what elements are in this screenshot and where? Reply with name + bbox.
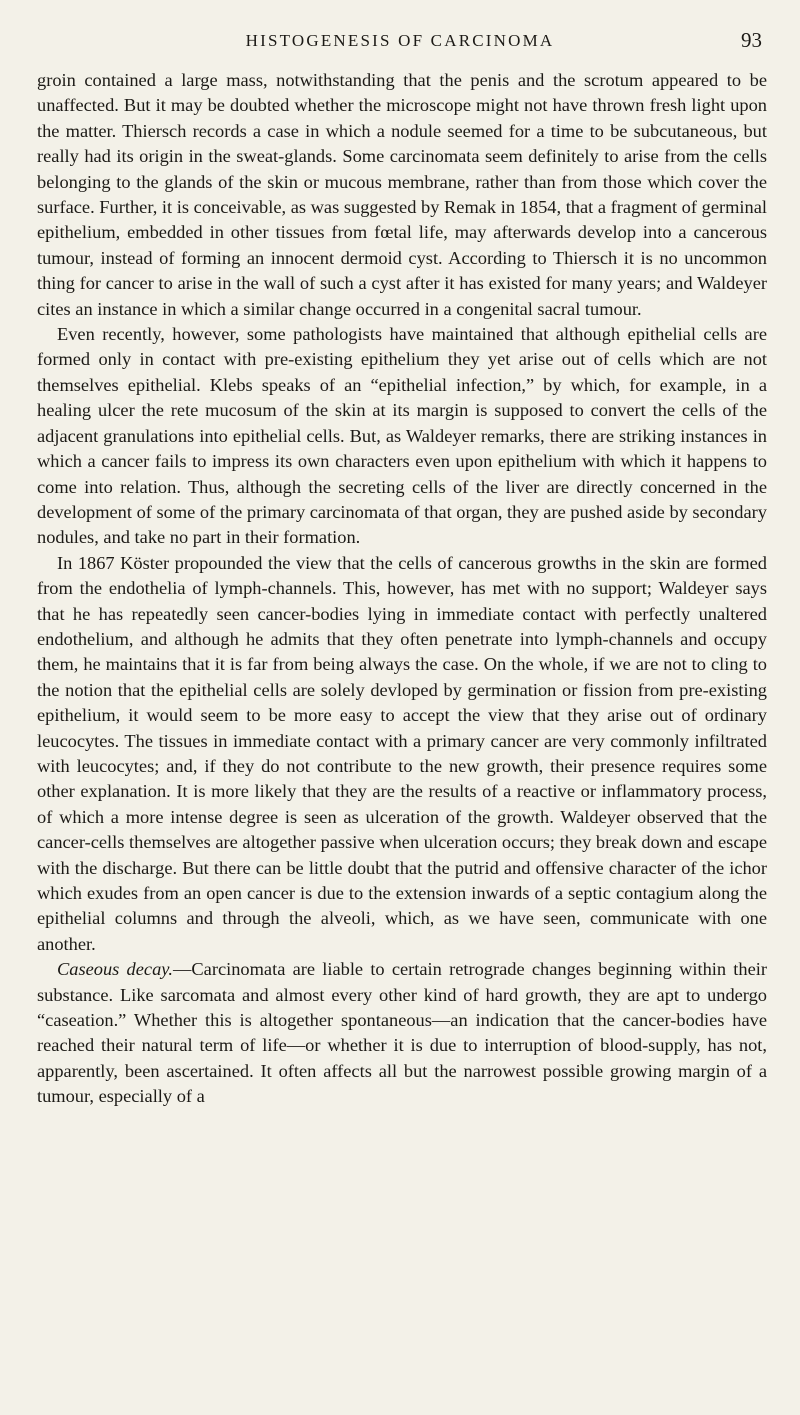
paragraph-koster-view: In 1867 Köster propounded the view that the cells of cancerous growths in the skin are formed from the endothelia of lymph-channels. This, however, has met with no support; Waldeyer says that he has repeatedly seen cancer-bodies lying in immediate contact with perfectly unaltered endothelium, and although he admits that they often penetrate into lymph-channels and occupy them, he maintains that it is far from being always the case. On the whole, if we are not to cling to the notion that the epithelial cells are solely devloped by germination or fission from pre-existing epithelium, it would seem to be more easy to accept the view that they arise out of ordinary leucocytes. The tissues in immediate contact with a primary cancer are very commonly infiltrated with leucocytes; and, if they do not contribute to the new growth, their presence requires some other explanation. It is more likely that they are the results of a reactive or inflammatory process, of which a more intense degree is seen as ulceration of the growth. Waldeyer observed that the cancer-cells themselves are altogether passive when ulceration occurs; they break down and escape with the discharge. But there can be little doubt that the putrid and offensive character of the ichor which exudes from an open cancer is due to the extension inwards of a septic contagium along the epithelial columns and through the alveoli, which, as we have seen, communicate with one another. <box>37 552 767 954</box>
section-heading-caseous-decay: Caseous decay. <box>57 959 174 980</box>
caseous-decay-text: —Carcinomata are liable to certain retrograde changes beginning within their substance. Like sarcomata and almost every other kind of hard growth, they are apt to undergo “caseation.” Whether this is altogether spontaneous—an indication that the cancer-bodies have reached their natural term of life—or whether it is due to interruption of blood-supply, has not, apparently, been ascertained. It often affects all but the narrowest possible growing margin of a tumour, especially of a <box>37 959 767 1107</box>
running-head <box>0 28 800 58</box>
paragraph-epithelial-infection: Even recently, however, some pathologists have maintained that although epithelial cells are formed only in contact with pre-existing epithelium they yet arise out of cells which are not themselves epithelial. Klebs speaks of an “epithelial infection,” by which, for example, in a healing ulcer the rete mucosum of the skin at its margin is supposed to convert the cells of the adjacent granulations into epithelial cells. But, as Waldeyer remarks, there are striking instances in which a cancer fails to impress its own characters even upon epithelium with which it happens to come into relation. Thus, although the secreting cells of the liver are directly concerned in the development of some of the primary carcinomata of that organ, they are pushed aside by secondary nodules, and take no part in their formation. <box>37 324 767 548</box>
page-number: 93 <box>741 28 762 52</box>
paragraph-continued: groin contained a large mass, notwithstanding that the penis and the scrotum appeared to be unaffected. But it may be doubted whether the microscope might not have thrown fresh light upon the matter. Thiersch records a case in which a nodule seemed for a time to be subcutaneous, but really had its origin in the sweat-glands. Some carcinomata seem definitely to arise from the cells belonging to the glands of the skin or mucous membrane, rather than from those which cover the surface. Further, it is conceivable, as was suggested by Remak in 1854, that a fragment of germinal epithelium, embedded in other tissues from fœtal life, may afterwards develop into a cancerous tumour, instead of forming an innocent dermoid cyst. According to Thiersch it is no uncommon thing for cancer to arise in the wall of such a cyst after it has existed for many years; and Waldeyer cites an instance in which a similar change occurred in a congenital sacral tumour. <box>37 70 767 319</box>
paragraph-caseous-decay <box>37 957 767 1109</box>
body-text <box>37 68 767 1110</box>
running-title: HISTOGENESIS OF CARCINOMA <box>245 31 555 50</box>
